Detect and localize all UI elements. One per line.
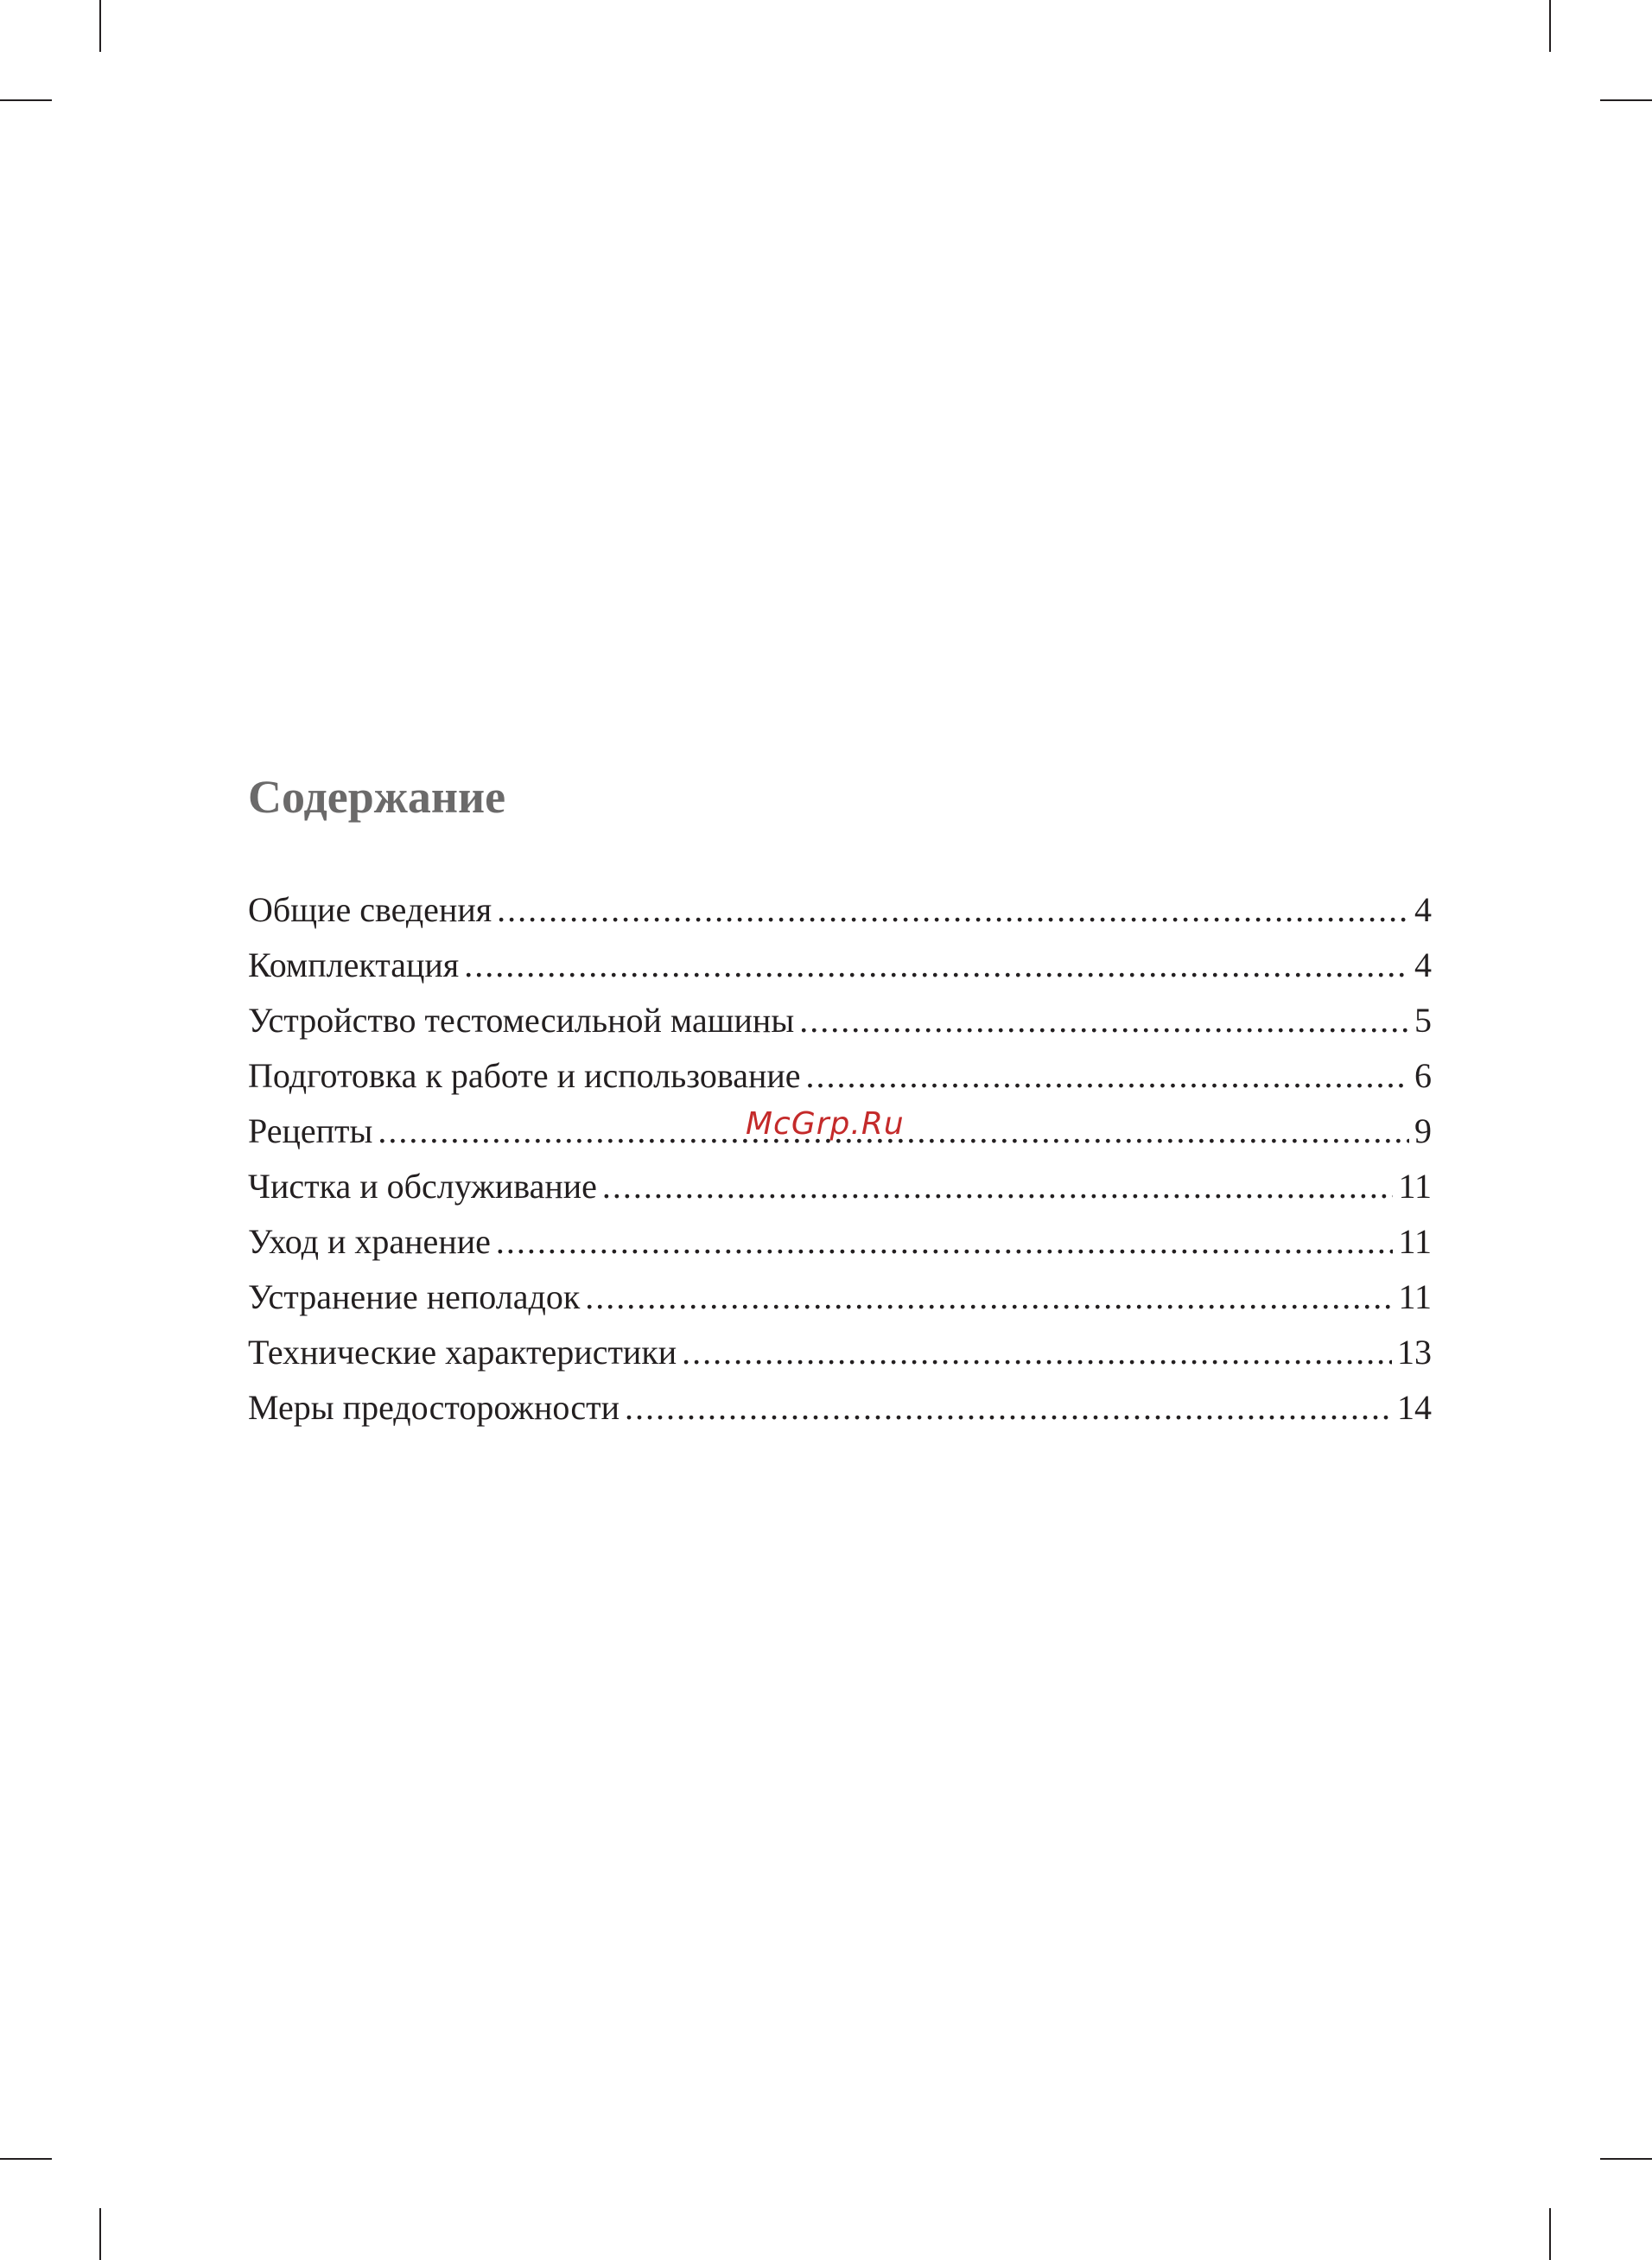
toc-dot-leader — [496, 1214, 1394, 1270]
toc-item-cleaning-and-maintenance[interactable] — [248, 1159, 1432, 1214]
crop-mark-top-right-horizontal — [1600, 99, 1652, 101]
toc-item-page: 6 — [1414, 1055, 1432, 1095]
toc-item-label: Комплектация — [248, 945, 460, 984]
toc-item-page: 4 — [1414, 889, 1432, 929]
toc-item-label: Устройство тестомесильной машины — [248, 1000, 795, 1040]
crop-mark-top-left-horizontal — [0, 99, 52, 101]
toc-item-label: Технические характеристики — [248, 1332, 677, 1372]
watermark: McGrp.Ru — [746, 1106, 905, 1142]
toc-item-label: Подготовка к работе и использование — [248, 1055, 801, 1095]
crop-mark-bottom-left-vertical — [99, 2208, 101, 2260]
toc-item-page: 11 — [1398, 1221, 1432, 1261]
toc-item-technical-specs[interactable] — [248, 1325, 1432, 1380]
toc-item-label: Уход и хранение — [248, 1221, 491, 1261]
toc-item-page: 11 — [1398, 1166, 1432, 1206]
table-of-contents — [248, 769, 1432, 1436]
toc-dot-leader — [806, 1048, 1409, 1104]
toc-dot-leader — [625, 1380, 1392, 1436]
toc-item-package-contents[interactable] — [248, 938, 1432, 993]
toc-item-general-info[interactable] — [248, 882, 1432, 938]
toc-dot-leader — [464, 938, 1409, 993]
toc-item-label: Рецепты — [248, 1111, 373, 1150]
crop-mark-bottom-right-horizontal — [1600, 2158, 1652, 2160]
crop-mark-top-right-vertical — [1549, 0, 1551, 52]
toc-item-page: 14 — [1397, 1387, 1432, 1427]
toc-title: Содержание — [248, 771, 506, 823]
toc-item-page: 5 — [1414, 1000, 1432, 1040]
toc-item-care-and-storage[interactable] — [248, 1214, 1432, 1270]
toc-item-safety-precautions[interactable] — [248, 1380, 1432, 1436]
toc-list — [248, 882, 1432, 1436]
toc-item-page: 4 — [1414, 945, 1432, 984]
toc-dot-leader — [602, 1159, 1394, 1214]
toc-dot-leader — [497, 882, 1409, 938]
toc-item-device-structure[interactable] — [248, 993, 1432, 1048]
crop-mark-bottom-left-horizontal — [0, 2158, 52, 2160]
toc-item-preparation-and-use[interactable] — [248, 1048, 1432, 1104]
toc-item-label: Устранение неполадок — [248, 1276, 581, 1316]
toc-dot-leader — [799, 993, 1409, 1048]
toc-item-page: 11 — [1398, 1276, 1432, 1316]
toc-item-page: 13 — [1397, 1332, 1432, 1372]
toc-item-label: Меры предосторожности — [248, 1387, 620, 1427]
crop-mark-top-left-vertical — [99, 0, 101, 52]
toc-item-label: Общие сведения — [248, 889, 492, 929]
toc-dot-leader — [585, 1270, 1393, 1325]
toc-dot-leader — [682, 1325, 1392, 1380]
toc-item-label: Чистка и обслуживание — [248, 1166, 597, 1206]
toc-item-troubleshooting[interactable] — [248, 1270, 1432, 1325]
toc-item-page: 9 — [1414, 1111, 1432, 1150]
crop-mark-bottom-right-vertical — [1549, 2208, 1551, 2260]
